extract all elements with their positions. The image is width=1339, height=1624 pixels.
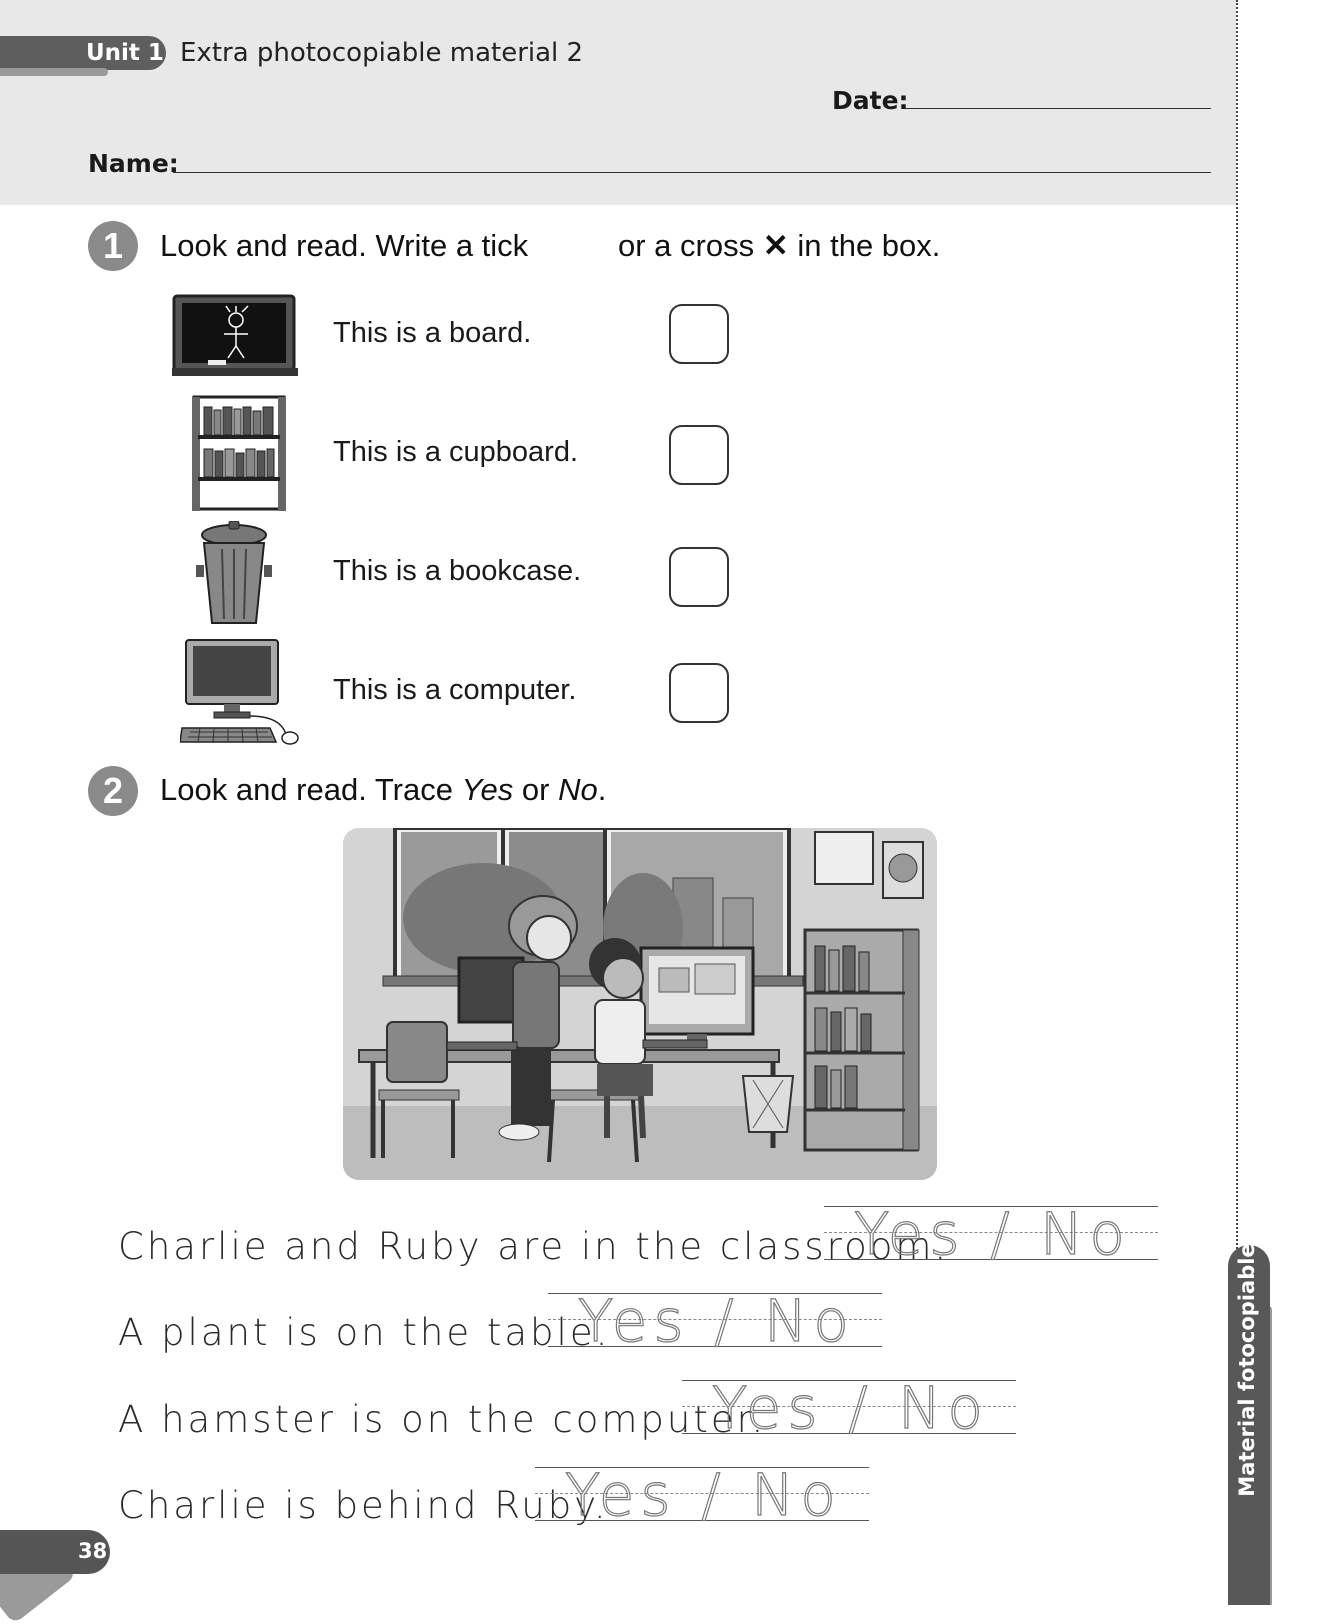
instruction-part1: Look and read. Trace	[160, 772, 462, 807]
exercise-1-number: 1	[88, 221, 138, 271]
answer-box-4[interactable]	[669, 663, 729, 723]
sentence-3: A hamster is on the computer.	[118, 1398, 767, 1441]
answer-box-2[interactable]	[669, 425, 729, 485]
cross-icon: ✕	[762, 228, 789, 263]
exercise-2-number: 2	[88, 766, 138, 816]
worksheet-header	[0, 0, 1236, 205]
trace-text-3: Yes / No	[712, 1374, 989, 1442]
trace-answer-1[interactable]	[824, 1200, 1158, 1268]
trace-answer-3[interactable]	[682, 1374, 1016, 1442]
item-4-text: This is a computer.	[333, 674, 577, 706]
exercise-1-instruction-cont	[618, 228, 940, 264]
sentence-1: Charlie and Ruby are in the classroom.	[118, 1225, 950, 1268]
sentence-2: A plant is on the table.	[118, 1311, 611, 1354]
no-word: No	[558, 772, 598, 807]
sentence-4: Charlie is behind Ruby.	[118, 1484, 609, 1527]
answer-box-1[interactable]	[669, 304, 729, 364]
trace-text-4: Yes / No	[565, 1461, 842, 1529]
classroom-illustration	[343, 828, 937, 1180]
name-field[interactable]	[173, 172, 1211, 173]
answer-box-3[interactable]	[669, 547, 729, 607]
item-3-text: This is a bookcase.	[333, 555, 582, 587]
instruction-part2: or a cross	[618, 228, 755, 263]
period: .	[597, 772, 607, 807]
side-label: Material fotocopiable	[1235, 1243, 1259, 1497]
item-2-text: This is a cupboard.	[333, 436, 579, 468]
trace-text-1: Yes / No	[854, 1200, 1131, 1268]
trace-answer-4[interactable]	[535, 1461, 869, 1529]
classroom-scene-picture	[343, 828, 937, 1180]
page-number: 38	[78, 1539, 108, 1563]
bin-picture	[196, 521, 272, 627]
exercise-1-instruction	[160, 228, 528, 264]
item-1-text: This is a board.	[333, 317, 532, 349]
exercise-2-instruction	[160, 772, 606, 808]
bookcase-picture	[190, 395, 288, 513]
computer-picture	[180, 638, 300, 748]
name-label: Name:	[88, 149, 179, 178]
trace-text-2: Yes / No	[578, 1287, 855, 1355]
instruction-part1: Look and read. Write a tick	[160, 228, 529, 263]
date-label: Date:	[832, 86, 909, 115]
blackboard-picture	[172, 294, 298, 380]
trace-answer-2[interactable]	[548, 1287, 882, 1355]
date-field[interactable]	[905, 108, 1211, 109]
yes-word: Yes	[461, 772, 514, 807]
or-word: or	[513, 772, 559, 807]
worksheet-title: Extra photocopiable material 2	[180, 38, 584, 68]
instruction-part3: in the box.	[797, 228, 941, 263]
unit-label: Unit 1	[86, 40, 164, 66]
unit-tab-shadow	[0, 68, 108, 76]
